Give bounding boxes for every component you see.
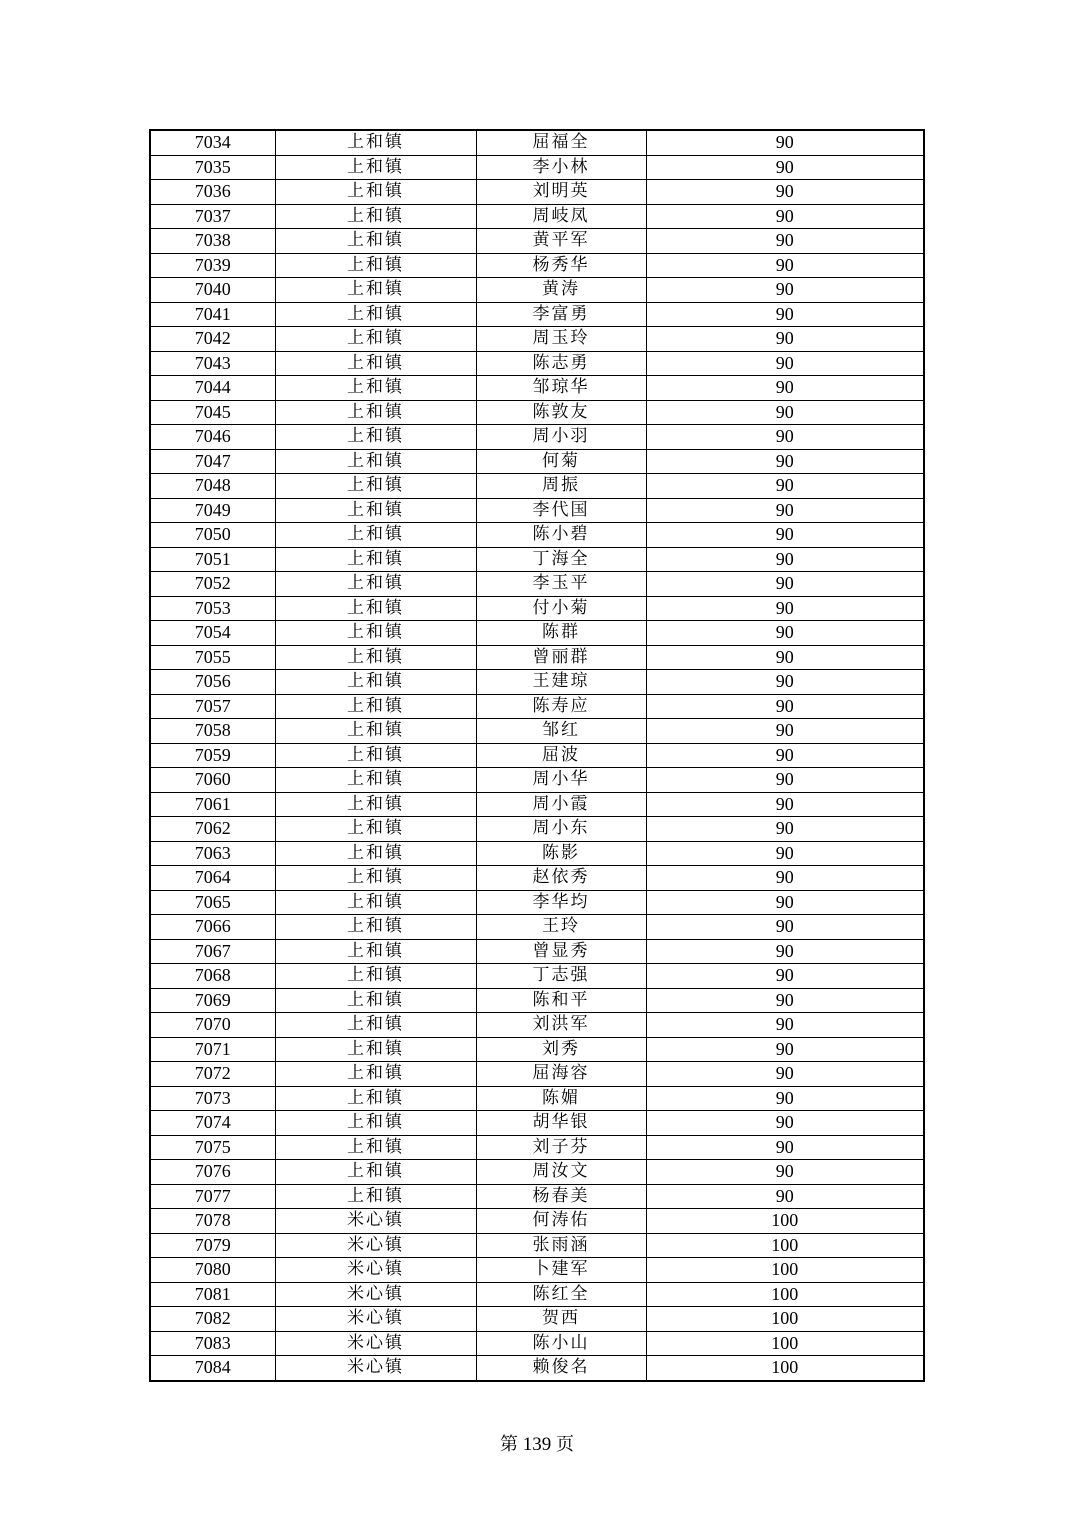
cell-number: 7052 [150,572,275,597]
cell-name: 邹琼华 [476,376,646,401]
table-row [150,572,924,597]
cell-number: 7044 [150,376,275,401]
cell-score: 90 [646,1111,924,1136]
cell-number: 7081 [150,1282,275,1307]
table-row [150,1356,924,1381]
cell-town: 上和镇 [275,130,476,155]
cell-number: 7057 [150,694,275,719]
table-row [150,743,924,768]
table-row [150,817,924,842]
table-row [150,988,924,1013]
cell-score: 90 [646,1135,924,1160]
cell-score: 100 [646,1331,924,1356]
footer-prefix: 第 [500,1434,518,1455]
table-row [150,155,924,180]
cell-town: 上和镇 [275,1013,476,1038]
cell-number: 7082 [150,1307,275,1332]
cell-town: 上和镇 [275,621,476,646]
cell-town: 上和镇 [275,278,476,303]
cell-name: 屈波 [476,743,646,768]
table-row [150,1307,924,1332]
table-row [150,841,924,866]
cell-name: 丁海全 [476,547,646,572]
cell-name: 何涛佑 [476,1209,646,1234]
cell-score: 90 [646,694,924,719]
cell-town: 上和镇 [275,866,476,891]
cell-score: 90 [646,302,924,327]
cell-town: 上和镇 [275,768,476,793]
cell-name: 刘秀 [476,1037,646,1062]
cell-score: 100 [646,1307,924,1332]
cell-town: 米心镇 [275,1258,476,1283]
cell-name: 屈海容 [476,1062,646,1087]
cell-score: 90 [646,376,924,401]
cell-name: 李华均 [476,890,646,915]
cell-number: 7040 [150,278,275,303]
table-row [150,719,924,744]
cell-score: 90 [646,155,924,180]
cell-name: 赵依秀 [476,866,646,891]
table-row [150,1282,924,1307]
cell-town: 米心镇 [275,1331,476,1356]
cell-town: 上和镇 [275,547,476,572]
cell-name: 陈媚 [476,1086,646,1111]
cell-number: 7055 [150,645,275,670]
cell-number: 7034 [150,130,275,155]
table-row [150,792,924,817]
table-row [150,964,924,989]
cell-score: 90 [646,253,924,278]
cell-number: 7059 [150,743,275,768]
cell-score: 90 [646,547,924,572]
cell-score: 90 [646,670,924,695]
table-row [150,449,924,474]
cell-name: 陈寿应 [476,694,646,719]
cell-score: 90 [646,204,924,229]
cell-name: 何菊 [476,449,646,474]
cell-score: 90 [646,278,924,303]
cell-town: 上和镇 [275,572,476,597]
cell-town: 上和镇 [275,1062,476,1087]
table-row [150,1209,924,1234]
cell-number: 7041 [150,302,275,327]
cell-town: 上和镇 [275,425,476,450]
page-footer [0,1430,1074,1456]
table-row [150,1331,924,1356]
table-row [150,1135,924,1160]
cell-number: 7067 [150,939,275,964]
cell-name: 陈小山 [476,1331,646,1356]
cell-town: 上和镇 [275,253,476,278]
cell-town: 米心镇 [275,1282,476,1307]
cell-number: 7077 [150,1184,275,1209]
cell-score: 90 [646,327,924,352]
cell-number: 7047 [150,449,275,474]
page-number: 139 [522,1434,552,1455]
cell-name: 刘洪军 [476,1013,646,1038]
cell-town: 上和镇 [275,155,476,180]
cell-score: 90 [646,719,924,744]
cell-town: 上和镇 [275,988,476,1013]
cell-name: 周汝文 [476,1160,646,1185]
cell-name: 胡华银 [476,1111,646,1136]
cell-town: 上和镇 [275,964,476,989]
cell-town: 上和镇 [275,792,476,817]
cell-number: 7068 [150,964,275,989]
cell-score: 90 [646,817,924,842]
cell-town: 上和镇 [275,351,476,376]
table-row [150,204,924,229]
cell-number: 7074 [150,1111,275,1136]
cell-score: 90 [646,1062,924,1087]
cell-town: 上和镇 [275,939,476,964]
cell-name: 杨春美 [476,1184,646,1209]
roster-table-body [150,130,924,1381]
cell-number: 7062 [150,817,275,842]
cell-score: 100 [646,1258,924,1283]
table-row [150,768,924,793]
table-row [150,302,924,327]
table-row [150,180,924,205]
cell-number: 7035 [150,155,275,180]
table-row [150,253,924,278]
cell-number: 7053 [150,596,275,621]
cell-score: 100 [646,1282,924,1307]
cell-name: 曾显秀 [476,939,646,964]
table-row [150,1037,924,1062]
cell-number: 7083 [150,1331,275,1356]
cell-score: 90 [646,964,924,989]
cell-score: 90 [646,572,924,597]
table-row [150,130,924,155]
cell-name: 屈福全 [476,130,646,155]
table-row [150,1086,924,1111]
cell-number: 7043 [150,351,275,376]
cell-score: 90 [646,743,924,768]
cell-town: 上和镇 [275,327,476,352]
cell-score: 90 [646,1086,924,1111]
cell-number: 7064 [150,866,275,891]
cell-number: 7054 [150,621,275,646]
table-row [150,1233,924,1258]
cell-town: 米心镇 [275,1356,476,1381]
roster-table [149,129,925,1382]
cell-number: 7039 [150,253,275,278]
cell-number: 7049 [150,498,275,523]
cell-name: 刘子芬 [476,1135,646,1160]
cell-number: 7060 [150,768,275,793]
table-row [150,596,924,621]
cell-town: 上和镇 [275,694,476,719]
cell-score: 90 [646,498,924,523]
cell-town: 上和镇 [275,302,476,327]
cell-score: 90 [646,1160,924,1185]
table-row [150,474,924,499]
cell-score: 100 [646,1356,924,1381]
cell-name: 周小霞 [476,792,646,817]
cell-name: 贺西 [476,1307,646,1332]
cell-town: 上和镇 [275,596,476,621]
table-row [150,1184,924,1209]
cell-score: 90 [646,866,924,891]
cell-name: 周岐凤 [476,204,646,229]
table-row [150,694,924,719]
table-row [150,670,924,695]
cell-town: 上和镇 [275,1037,476,1062]
cell-town: 上和镇 [275,817,476,842]
cell-score: 90 [646,449,924,474]
cell-number: 7063 [150,841,275,866]
table-row [150,915,924,940]
cell-score: 90 [646,229,924,254]
table-row [150,645,924,670]
cell-score: 100 [646,1209,924,1234]
cell-number: 7042 [150,327,275,352]
cell-number: 7065 [150,890,275,915]
cell-score: 90 [646,792,924,817]
table-row [150,278,924,303]
cell-number: 7075 [150,1135,275,1160]
cell-name: 陈和平 [476,988,646,1013]
cell-name: 刘明英 [476,180,646,205]
cell-number: 7073 [150,1086,275,1111]
cell-name: 王玲 [476,915,646,940]
table-row [150,400,924,425]
table-row [150,351,924,376]
cell-number: 7078 [150,1209,275,1234]
cell-town: 米心镇 [275,1209,476,1234]
cell-name: 卜建军 [476,1258,646,1283]
cell-name: 张雨涵 [476,1233,646,1258]
cell-name: 赖俊名 [476,1356,646,1381]
cell-number: 7079 [150,1233,275,1258]
table-row [150,1258,924,1283]
table-row [150,425,924,450]
cell-number: 7076 [150,1160,275,1185]
cell-score: 90 [646,1037,924,1062]
cell-town: 上和镇 [275,915,476,940]
cell-name: 黄平军 [476,229,646,254]
cell-number: 7084 [150,1356,275,1381]
cell-town: 上和镇 [275,1111,476,1136]
cell-town: 上和镇 [275,474,476,499]
cell-name: 周小羽 [476,425,646,450]
cell-town: 上和镇 [275,841,476,866]
cell-name: 曾丽群 [476,645,646,670]
table-row [150,523,924,548]
cell-score: 90 [646,768,924,793]
cell-score: 100 [646,1233,924,1258]
cell-number: 7070 [150,1013,275,1038]
cell-name: 周小华 [476,768,646,793]
cell-name: 李小林 [476,155,646,180]
cell-number: 7050 [150,523,275,548]
cell-number: 7080 [150,1258,275,1283]
cell-score: 90 [646,1013,924,1038]
cell-town: 上和镇 [275,498,476,523]
cell-town: 上和镇 [275,890,476,915]
cell-name: 陈敦友 [476,400,646,425]
cell-town: 上和镇 [275,449,476,474]
cell-town: 上和镇 [275,400,476,425]
cell-score: 90 [646,988,924,1013]
cell-name: 王建琼 [476,670,646,695]
cell-town: 上和镇 [275,523,476,548]
cell-town: 米心镇 [275,1233,476,1258]
cell-number: 7071 [150,1037,275,1062]
cell-town: 上和镇 [275,1086,476,1111]
table-row [150,498,924,523]
cell-score: 90 [646,474,924,499]
cell-town: 上和镇 [275,1184,476,1209]
cell-name: 杨秀华 [476,253,646,278]
cell-town: 上和镇 [275,645,476,670]
cell-score: 90 [646,596,924,621]
table-row [150,866,924,891]
cell-name: 邹红 [476,719,646,744]
cell-score: 90 [646,523,924,548]
cell-score: 90 [646,841,924,866]
table-row [150,376,924,401]
cell-number: 7036 [150,180,275,205]
cell-name: 陈群 [476,621,646,646]
cell-score: 90 [646,351,924,376]
cell-score: 90 [646,645,924,670]
table-row [150,1013,924,1038]
table-row [150,890,924,915]
cell-town: 上和镇 [275,1135,476,1160]
cell-name: 周振 [476,474,646,499]
cell-number: 7066 [150,915,275,940]
cell-name: 陈红全 [476,1282,646,1307]
cell-name: 李富勇 [476,302,646,327]
cell-name: 陈志勇 [476,351,646,376]
cell-number: 7037 [150,204,275,229]
cell-town: 米心镇 [275,1307,476,1332]
cell-name: 李代国 [476,498,646,523]
cell-score: 90 [646,621,924,646]
cell-name: 付小菊 [476,596,646,621]
cell-score: 90 [646,939,924,964]
cell-score: 90 [646,915,924,940]
cell-town: 上和镇 [275,229,476,254]
cell-town: 上和镇 [275,1160,476,1185]
cell-town: 上和镇 [275,376,476,401]
cell-name: 丁志强 [476,964,646,989]
cell-number: 7051 [150,547,275,572]
cell-number: 7048 [150,474,275,499]
table-row [150,1111,924,1136]
cell-town: 上和镇 [275,719,476,744]
cell-name: 周小东 [476,817,646,842]
cell-score: 90 [646,130,924,155]
cell-town: 上和镇 [275,743,476,768]
table-row [150,547,924,572]
table-row [150,229,924,254]
table-row [150,621,924,646]
cell-score: 90 [646,1184,924,1209]
cell-name: 陈小碧 [476,523,646,548]
cell-town: 上和镇 [275,180,476,205]
cell-name: 周玉玲 [476,327,646,352]
cell-number: 7045 [150,400,275,425]
cell-town: 上和镇 [275,204,476,229]
cell-number: 7072 [150,1062,275,1087]
cell-number: 7056 [150,670,275,695]
cell-name: 陈影 [476,841,646,866]
cell-number: 7069 [150,988,275,1013]
cell-score: 90 [646,425,924,450]
table-row [150,327,924,352]
cell-town: 上和镇 [275,670,476,695]
table-row [150,1062,924,1087]
footer-suffix: 页 [556,1434,574,1455]
cell-number: 7038 [150,229,275,254]
cell-number: 7058 [150,719,275,744]
cell-number: 7061 [150,792,275,817]
table-row [150,939,924,964]
table-row [150,1160,924,1185]
cell-score: 90 [646,890,924,915]
cell-name: 黄涛 [476,278,646,303]
cell-score: 90 [646,180,924,205]
cell-score: 90 [646,400,924,425]
cell-name: 李玉平 [476,572,646,597]
cell-number: 7046 [150,425,275,450]
